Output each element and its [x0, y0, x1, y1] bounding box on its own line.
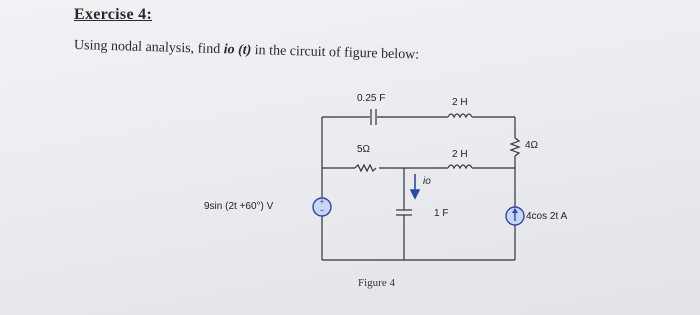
statement-prefix: Using nodal analysis, find	[73, 38, 221, 58]
label-io: io	[423, 176, 431, 187]
label-cap-mid: 1 F	[434, 208, 449, 219]
label-current-source: 4cos 2t A	[526, 211, 568, 222]
inductor-mid-coil	[448, 165, 472, 168]
label-resistor-4: 4Ω	[525, 140, 539, 151]
label-inductor-top: 2 H	[452, 97, 468, 108]
svg-text:−: −	[319, 206, 325, 215]
statement-variable: io (t)	[223, 42, 252, 58]
resistor-4ohm	[511, 138, 519, 156]
current-source-icon	[506, 207, 524, 225]
label-resistor-5: 5Ω	[357, 144, 371, 155]
label-voltage-source: 9sin (2t +60°) V	[204, 201, 274, 212]
label-inductor-mid: 2 H	[452, 149, 468, 160]
voltage-source-icon	[313, 197, 331, 216]
statement-suffix: in the circuit of figure below:	[254, 43, 420, 63]
label-cap-top: 0.25 F	[357, 93, 386, 104]
current-io-arrow	[411, 174, 419, 198]
figure-caption: Figure 4	[358, 277, 395, 289]
resistor-5ohm	[355, 165, 376, 171]
inductor-top-coil	[448, 114, 472, 117]
exercise-title: Exercise 4:	[74, 6, 153, 23]
svg-text:+: +	[319, 197, 325, 206]
